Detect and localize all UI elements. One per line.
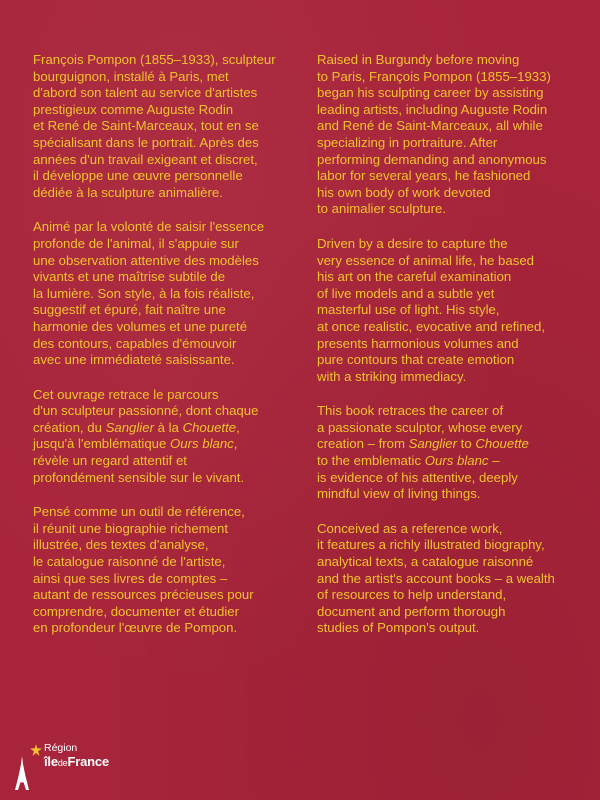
french-paragraph-1: François Pompon (1855–1933), sculpteur bourguignon, installé à Paris, met d'abord son talent au service d'artistes prestigieux comme Auguste Rodin et René de Saint-Marceaux, tout en se spécialisant dans le portrait. Après des années d'un travail exigeant et discret, il développe une œuvre personnelle dédiée à la sculpture animalière. <box>33 52 276 200</box>
english-paragraph-3: This book retraces the career of a passionate sculptor, whose every creation – from Sanglier to Chouette to the emblematic Ours blanc – is evidence of his attentive, deeply mindful view of living things. <box>317 403 529 502</box>
french-text-column <box>33 52 291 655</box>
french-paragraph-4: Pensé comme un outil de référence, il réunit une biographie richement illustrée, des textes d'analyse, le catalogue raisonné de l'artiste, ainsi que ses livres de comptes – autant de ressources précieuses pour comprendre, documenter et étudier en profondeur l'œuvre de Pompon. <box>33 504 254 636</box>
french-paragraph-2: Animé par la volonté de saisir l'essence profonde de l'animal, il s'appuie sur une observation attentive des modèles vivants et une maîtrise subtile de la lumière. Son style, à la fois réaliste, suggestif et épuré, fait naître une harmonie des volumes et une pureté des contours, capables d'émouvoir avec une immédiateté saisissante. <box>33 219 265 368</box>
logo-name-label: îledeFrance <box>44 754 109 769</box>
region-ile-de-france-logo <box>14 742 124 792</box>
french-paragraph-3: Cet ouvrage retrace le parcours d'un sculpteur passionné, dont chaque création, du Sanglier à la Chouette, jusqu'à l'emblématique Ours blanc, révèle un regard attentif et profondément sensible sur le vivant. <box>33 386 259 485</box>
english-paragraph-4: Conceived as a reference work, it features a richly illustrated biography, analytical texts, a catalogue raisonné and the artist's account books – a wealth of resources to help understand, document and perform thorough studies of Pompon's output. <box>317 520 555 636</box>
star-icon <box>30 744 42 756</box>
eiffel-tower-icon <box>14 756 30 792</box>
english-paragraph-2: Driven by a desire to capture the very essence of animal life, he based his art on the careful examination of live models and a subtle yet masterful use of light. His style, at once realistic, evocative and refined, presents harmonious volumes and pure contours that create emotion with a striking immediacy. <box>317 235 545 384</box>
english-text-column <box>317 52 579 655</box>
logo-region-label: Région <box>44 742 78 754</box>
english-paragraph-1: Raised in Burgundy before moving to Paris, François Pompon (1855–1933) began his sculpting career by assisting leading artists, including Auguste Rodin and René de Saint-Marceaux, all while specializing in portraiture. After performing demanding and anonymous labor for several years, he fashioned his own body of work devoted to animalier sculpture. <box>317 52 551 217</box>
